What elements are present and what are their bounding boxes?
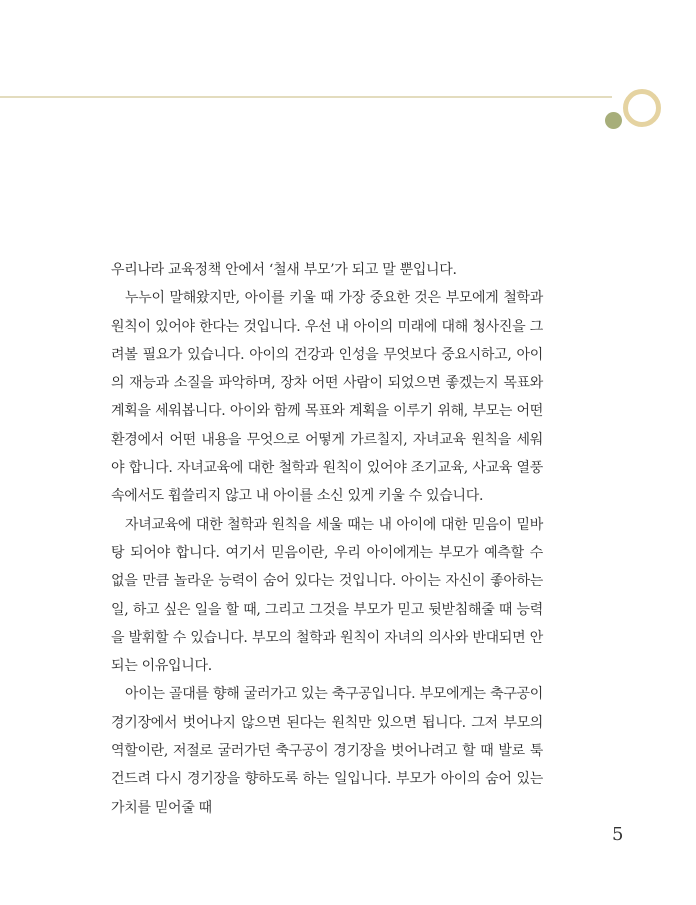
header-rule xyxy=(0,96,612,98)
paragraph: 아이는 골대를 향해 굴러가고 있는 축구공입니다. 부모에게는 축구공이 경기장에서 벗어나지 않으면 된다는 원칙만 있으면 됩니다. 그저 부모의 역할이란, 저절로 굴러가던 축구공이 경기장을 벗어나려고 할 때 발로 툭 건드려 다시 경기장을 향하도록 하는 일입니다. 부모가 아이의 숨어 있는 가치를 믿어줄 때 xyxy=(111,686,543,816)
page-number: 5 xyxy=(612,824,624,845)
decorative-ring xyxy=(623,89,661,127)
decorative-dot xyxy=(605,112,622,129)
paragraph: 우리나라 교육정책 안에서 ‘철새 부모’가 되고 말 뿐입니다. xyxy=(111,262,457,278)
body-text xyxy=(111,256,543,822)
paragraph: 자녀교육에 대한 철학과 원칙을 세울 때는 내 아이에 대한 믿음이 밑바탕 되어야 합니다. 여기서 믿음이란, 우리 아이에게는 부모가 예측할 수 없을 만큼 놀라운 능력이 숨어 있다는 것입니다. 아이는 자신이 좋아하는 일, 하고 싶은 일을 할 때, 그리고 그것을 부모가 믿고 뒷받침해줄 때 능력을 발휘할 수 있습니다. 부모의 철학과 원칙이 자녀의 의사와 반대되면 안 되는 이유입니다. xyxy=(111,516,543,675)
paragraph: 누누이 말해왔지만, 아이를 키울 때 가장 중요한 것은 부모에게 철학과 원칙이 있어야 한다는 것입니다. 우선 내 아이의 미래에 대해 청사진을 그려볼 필요가 있습니다. 아이의 건강과 인성을 무엇보다 중요시하고, 아이의 재능과 소질을 파악하며, 장차 어떤 사람이 되었으면 좋겠는지 목표와 계획을 세워봅니다. 아이와 함께 목표와 계획을 이루기 위해, 부모는 어떤 환경에서 어떤 내용을 무엇으로 어떻게 가르칠지, 자녀교육 원칙을 세워야 합니다. 자녀교육에 대한 철학과 원칙이 있어야 조기교육, 사교육 열풍 속에서도 휩쓸리지 않고 내 아이를 소신 있게 키울 수 있습니다. xyxy=(111,290,543,505)
